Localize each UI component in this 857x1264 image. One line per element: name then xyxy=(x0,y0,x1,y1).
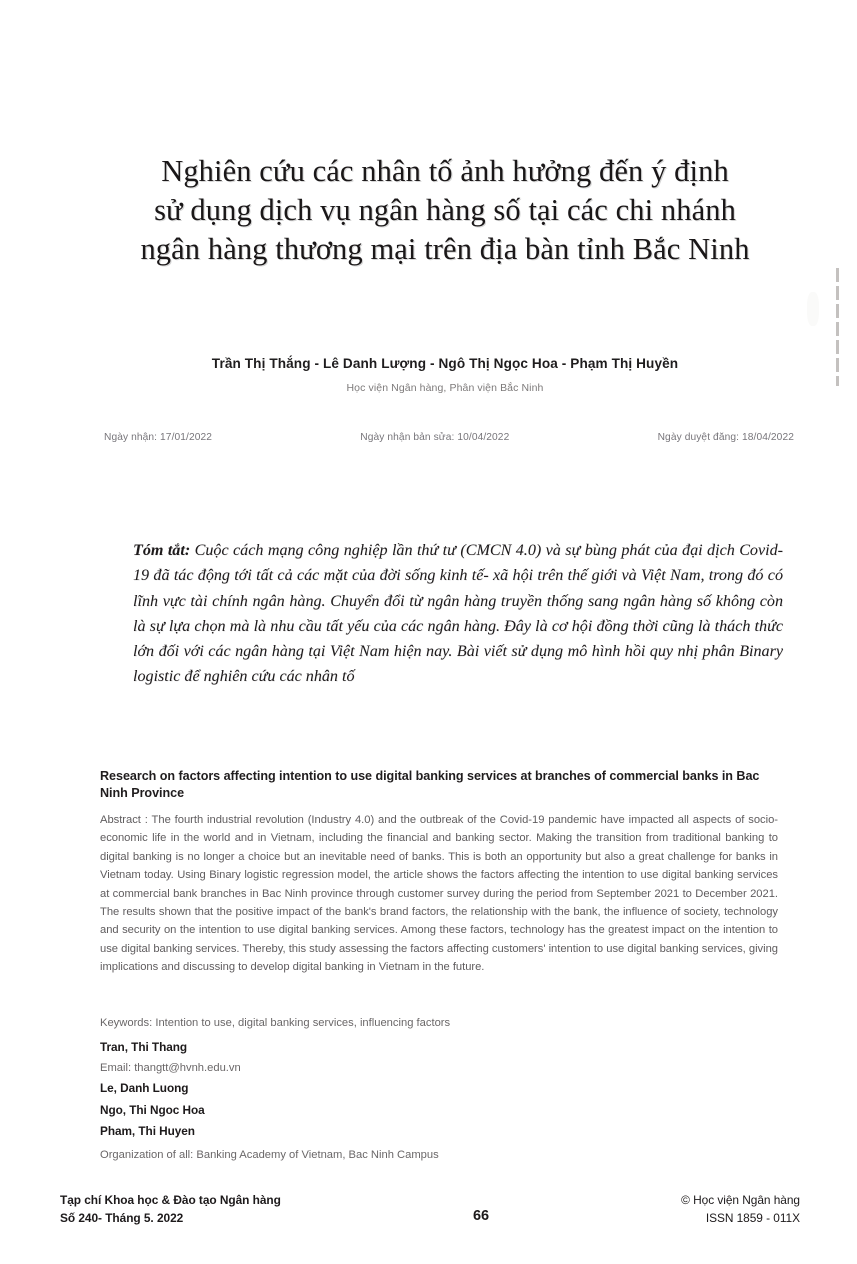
date-accepted: Ngày duyệt đăng: 18/04/2022 xyxy=(657,432,794,443)
english-author-list xyxy=(100,1037,778,1165)
vietnamese-abstract-label: Tóm tắt: xyxy=(133,542,191,559)
author-email[interactable]: Email: thangtt@hvnh.edu.vn xyxy=(100,1061,241,1074)
date-revised: Ngày nhận bản sửa: 10/04/2022 xyxy=(360,432,510,443)
page-footer xyxy=(60,1192,800,1227)
footer-issue: Số 240- Tháng 5. 2022 xyxy=(60,1210,184,1225)
english-keywords: Keywords: Intention to use, digital banking services, influencing factors xyxy=(100,1017,451,1029)
vietnamese-abstract-body: Cuộc cách mạng công nghiệp lần thứ tư (CMCN 4.0) và sự bùng phát của đại dịch Covid- 19 đã tác động tới tất cả các mặt của đời sống kinh tế- xã hội trên thế giới và Việt Nam, trong đó có lĩnh vực tài chính ngân hàng. Chuyển đổi từ ngân hàng truyền thống sang ngân hàng số không còn là sự lựa chọn mà là nhu cầu tất yếu của các ngân hàng. Đây là cơ hội đồng thời cũng là thách thức lớn đối với các ngân hàng tại Việt Nam hiện nay. Bài viết sử dụng mô hình hồi quy nhị phân Binary logistic để nghiên cứu các nhân tố xyxy=(133,542,783,686)
page-number: 66 xyxy=(472,1208,490,1224)
publication-dates xyxy=(104,432,794,443)
date-received: Ngày nhận: 17/01/2022 xyxy=(104,432,213,443)
english-title: Research on factors affecting intention to use digital banking services at branches of commercial banks in Bac Ninh Province xyxy=(100,769,760,800)
footer-copyright: © Học viện Ngân hàng xyxy=(681,1193,800,1207)
author-name: Ngo, Thi Ngoc Hoa xyxy=(100,1102,205,1117)
affiliation-line: Học viện Ngân hàng, Phân viện Bắc Ninh xyxy=(346,382,544,394)
scan-artifact-smudge xyxy=(807,292,819,326)
page-title xyxy=(100,152,790,269)
title-line-2: sử dụng dịch vụ ngân hàng số tại các chi nhánh xyxy=(154,193,736,227)
author-name: Le, Danh Luong xyxy=(100,1081,189,1096)
organization-line: Organization of all: Banking Academy of Vietnam, Bac Ninh Campus xyxy=(100,1148,439,1161)
footer-issn: ISSN 1859 - 011X xyxy=(705,1210,800,1225)
english-abstract: Abstract : The fourth industrial revolution (Industry 4.0) and the outbreak of the Covid-19 pandemic have impacted all aspects of socio-economic life in the world and in Vietnam, including the financial and banking sector. Making the transition from traditional banking to digital banking is no longer a choice but an inevitable need of banks. This is both an opportunity but also a great challenge for banks in Vietnam today. Using Binary logistic regression model, the article shows the factors affecting the intention to use digital banking services at commercial bank branches in Bac Ninh province through customer survey during the period from September 2021 to December 2021. The results shown that the positive impact of the bank's brand factors, the relationship with the bank, the influence of society, technology and security on the intention to use digital banking services. Among these factors, technology has the greatest impact on the intention to use digital banking services. Thereby, this study assessing the factors affecting customers' intention to use digital banking services, giving implications and discussing to develop digital banking in Vietnam in the future. xyxy=(100,814,778,974)
footer-rights-info xyxy=(681,1192,800,1227)
author-name: Tran, Thi Thang xyxy=(100,1040,188,1054)
author-name: Pham, Thi Huyen xyxy=(100,1124,195,1139)
footer-journal-info xyxy=(60,1192,281,1227)
vietnamese-abstract xyxy=(133,538,783,690)
scan-artifact xyxy=(836,268,839,386)
footer-journal-name: Tạp chí Khoa học & Đào tạo Ngân hàng xyxy=(60,1193,281,1207)
title-line-1: Nghiên cứu các nhân tố ảnh hưởng đến ý định xyxy=(161,154,729,188)
author-byline: Trần Thị Thắng - Lê Danh Lượng - Ngô Thị Ngọc Hoa - Phạm Thị Huyền xyxy=(211,356,679,371)
title-line-3: ngân hàng thương mại trên địa bàn tỉnh Bắc Ninh xyxy=(140,232,750,266)
